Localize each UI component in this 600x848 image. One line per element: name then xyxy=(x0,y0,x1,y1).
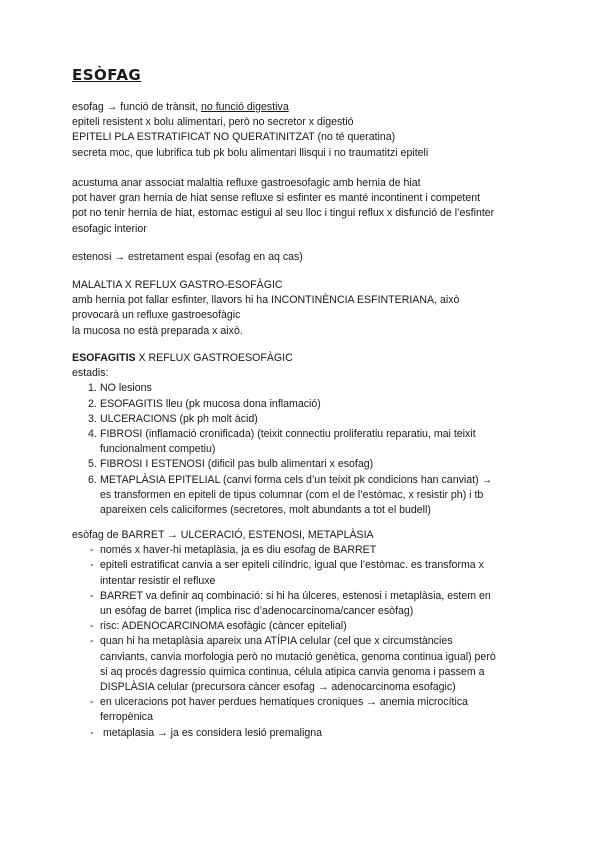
stage-item-line: funcionalment competiu) xyxy=(100,443,216,456)
barret-item-line: canviants, canvia morfologia però no mutació genètica, genoma continua igual) però xyxy=(100,650,496,663)
estenosi-line: estenosi → estretament espai (esofag en aq cas) xyxy=(72,251,303,263)
barret-item-line: metaplasia → ja es considera lesió premaligna xyxy=(100,726,322,739)
hernia-line-4: esofagic interior xyxy=(72,222,147,235)
barret-item-marker: - xyxy=(90,589,94,602)
stage-item-marker: 6. xyxy=(88,473,97,486)
esofagitis-heading-bold: ESOFAGITIS xyxy=(72,352,136,364)
barret-item-line: en ulceracions pot haver perdues hematiques croniques → anemia microcítica xyxy=(100,696,469,709)
barret-item-line: BARRET va definir aq combinació: si hi ha úlceres, estenosi i metaplàsia, estem en xyxy=(100,589,491,602)
barret-item-marker: - xyxy=(90,559,94,572)
stage-item-line: METAPLÀSIA EPITELIAL (canvi forma cels d’un teixit pk condicions han canviat) → xyxy=(100,473,493,486)
malaltia-heading: MALALTIA X REFLUX GASTRO-ESOFÀGIC xyxy=(72,279,283,291)
stages-list xyxy=(72,381,542,518)
barret-item xyxy=(72,695,542,725)
hernia-line-2: pot haver gran hernia de hiat sense refluxe si esfinter es manté incontinent i competent xyxy=(72,192,481,205)
stage-item-line: es transformen en epiteli de tipus columnar (com el de l’estòmac, x resistir ph) i tb xyxy=(100,488,484,501)
barret-item-marker: - xyxy=(90,544,94,557)
page-title: ESÒFAG xyxy=(72,66,142,84)
barret-list xyxy=(72,543,542,741)
barret-item-line: epiteli estratificat canvia a ser epiteli cilíndric, igual que l’estòmac. es transforma x xyxy=(100,559,484,572)
intro-line-1-text: esofag → funció de trànsit, xyxy=(72,101,201,113)
barret-item-line: risc: ADENOCARCINOMA esofàgic (càncer epitelial) xyxy=(100,620,347,633)
esofagitis-subheading: estadis: xyxy=(72,367,109,380)
barret-item xyxy=(72,634,542,695)
intro-section xyxy=(72,100,542,161)
stage-item-line: ULCERACIONS (pk ph molt àcid) xyxy=(100,412,258,425)
stage-item xyxy=(72,412,542,427)
stage-item-marker: 4. xyxy=(88,428,97,441)
esofagitis-heading xyxy=(72,351,542,366)
barret-item-line: ferropènica xyxy=(100,711,153,724)
barret-item-line: un esòfag de barret (implica risc d’adenocarcinoma/cancer esòfag) xyxy=(100,605,414,618)
barret-section xyxy=(72,528,542,741)
intro-line-4: secreta moc, que lubrifica tub pk bolu alimentari llisqui i no traumatitzi epiteli xyxy=(72,146,429,159)
barret-item-marker: - xyxy=(90,635,94,648)
barret-item xyxy=(72,543,542,558)
hernia-section xyxy=(72,176,542,237)
intro-line-2: epiteli resistent x bolu alimentari, però no secretor x digestió xyxy=(72,116,354,129)
stage-item xyxy=(72,397,542,412)
intro-line-3: EPITELI PLA ESTRATIFICAT NO QUERATINITZAT (no té queratina) xyxy=(72,131,396,144)
esofagitis-heading-rest: X REFLUX GASTROESOFÀGIC xyxy=(135,352,293,364)
barret-item-line: intentar resistir el refluxe xyxy=(100,574,216,587)
stage-item-line: ESOFAGITIS lleu (pk mucosa dona inflamació) xyxy=(100,397,321,410)
stage-item-line: NO lesions xyxy=(100,382,152,395)
stage-item-marker: 3. xyxy=(88,412,97,425)
barret-item xyxy=(72,619,542,634)
barret-item-line: DISPLÀSIA celular (precursora càncer esofag → adenocarcinoma esofagic) xyxy=(100,681,456,694)
barret-heading: esòfag de BARRET → ULCERACIÓ, ESTENOSI, METAPLÀSIA xyxy=(72,529,374,541)
malaltia-line-3: provocarà un refluxe gastroesofàgic xyxy=(72,309,241,322)
hernia-line-3: pot no tenir hernia de hiat, estomac estigui al seu lloc i tingui reflux x disfunció de l’esfinter xyxy=(72,207,495,220)
stage-item-line: apareixen cels caliciformes (secretores, molt abundants a tot el budell) xyxy=(100,504,431,517)
barret-item-marker: - xyxy=(90,696,94,709)
barret-item xyxy=(72,589,542,619)
stage-item-marker: 2. xyxy=(88,397,97,410)
stage-item-line: FIBROSI I ESTENOSI (dificil pas bulb alimentari x esofag) xyxy=(100,458,374,471)
barret-item xyxy=(72,726,542,741)
stage-item xyxy=(72,427,542,457)
intro-line-1 xyxy=(72,100,542,115)
stage-item-marker: 1. xyxy=(88,382,97,395)
barret-item-line: només x haver-hi metaplàsia, ja es diu esofag de BARRET xyxy=(100,544,377,557)
intro-line-1-underlined: no funció digestiva xyxy=(200,101,289,113)
barret-item xyxy=(72,558,542,588)
barret-item-marker: - xyxy=(90,620,94,633)
stage-item xyxy=(72,381,542,396)
stage-item xyxy=(72,473,542,519)
malaltia-section xyxy=(72,278,542,339)
stage-item xyxy=(72,457,542,472)
estenosi-section xyxy=(72,250,542,265)
barret-item-marker: - xyxy=(90,726,94,739)
stage-item-marker: 5. xyxy=(88,458,97,471)
barret-item-line: quan hi ha metaplàsia apareix una ATÍPIA celular (cel que x circumstàncies xyxy=(100,635,453,648)
barret-item-line: si aq procés dagressio quimica continua, célula atipica canvia genoma i passem a xyxy=(100,665,485,678)
malaltia-line-4: la mucosa no està preparada x això. xyxy=(72,324,243,337)
esofagitis-section xyxy=(72,351,542,518)
stage-item-line: FIBROSI (inflamació cronificada) (teixit connectiu proliferatiu reparatiu, mai teixit xyxy=(100,428,476,441)
hernia-line-1: acustuma anar associat malaltia refluxe gastroesofagic amb hernia de hiat xyxy=(72,177,421,189)
malaltia-line-2: amb hernia pot fallar esfinter, llavors hi ha INCONTINÈNCIA ESFINTERIANA, això xyxy=(72,294,460,307)
